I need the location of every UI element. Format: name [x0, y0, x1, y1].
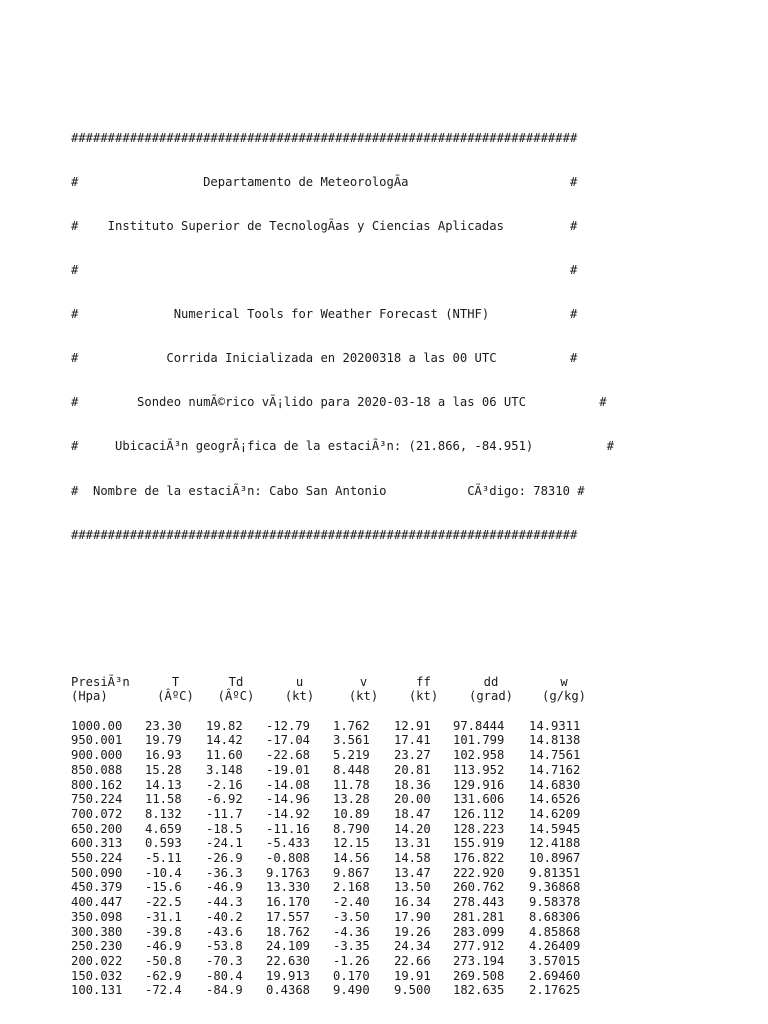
header-block — [71, 101, 614, 571]
table-cell: 13.47 — [394, 865, 431, 880]
table-cell: 17.41 — [394, 733, 431, 748]
table-cell: -3.35 — [333, 939, 370, 954]
table-cell: -10.4 — [145, 865, 182, 880]
table-row — [71, 733, 599, 748]
table-cell: 12.4188 — [529, 836, 581, 851]
table-cell: 15.28 — [145, 762, 182, 777]
sounding-document — [71, 72, 614, 1013]
table-cell: 0.4368 — [266, 983, 311, 998]
table-row — [71, 822, 599, 837]
table-cell: 9.1763 — [266, 865, 311, 880]
table-cell: 20.81 — [394, 762, 431, 777]
table-cell: -18.5 — [206, 821, 243, 836]
table-cell: 278.443 — [453, 895, 505, 910]
header-location: # UbicaciÃ³n geogrÃ¡fica de la estaciÃ³n: (21.866, -84.951) # — [71, 439, 614, 454]
table-cell: -5.433 — [266, 836, 311, 851]
table-cell: -50.8 — [145, 954, 182, 968]
table-cell: 23.30 — [145, 718, 182, 733]
table-row — [71, 719, 599, 734]
table-cell: 129.916 — [453, 777, 505, 792]
table-cell: 11.78 — [333, 777, 370, 792]
table-cell: -84.9 — [206, 983, 243, 998]
table-cell: 131.606 — [453, 792, 505, 807]
table-cell: 126.112 — [453, 806, 505, 821]
table-row — [71, 969, 599, 984]
table-cell: 1.762 — [333, 718, 370, 733]
table-cell: 1000.00 — [71, 718, 123, 733]
table-cell: 9.36868 — [529, 880, 581, 895]
table-cell: -26.9 — [206, 851, 243, 866]
table-row — [71, 807, 599, 822]
column-name: T — [171, 674, 180, 689]
table-cell: 13.28 — [333, 792, 370, 807]
table-row — [71, 895, 599, 910]
table-row — [71, 983, 599, 998]
column-unit: (g/kg) — [541, 689, 587, 704]
table-cell: 128.223 — [453, 821, 505, 836]
table-cell: -14.96 — [266, 792, 311, 807]
table-cell: 800.162 — [71, 777, 123, 792]
table-cell: 0.170 — [333, 968, 370, 983]
table-cell: 182.635 — [453, 983, 505, 998]
table-cell: 14.9311 — [529, 718, 581, 733]
table-cell: 24.34 — [394, 939, 431, 954]
table-row — [71, 866, 599, 881]
table-cell: 14.7561 — [529, 748, 581, 763]
table-cell: 4.26409 — [529, 939, 581, 954]
column-name: v — [359, 674, 368, 689]
table-cell: -11.7 — [206, 806, 243, 821]
column-name: ff — [416, 674, 431, 689]
table-cell: 13.330 — [266, 880, 311, 895]
table-cell: 200.022 — [71, 954, 123, 968]
column-unit: (kt) — [284, 689, 315, 704]
table-cell: 14.42 — [206, 733, 243, 748]
column-unit: (Hpa) — [71, 689, 108, 704]
table-cell: 16.34 — [394, 895, 431, 910]
table-cell: 16.170 — [266, 895, 311, 910]
table-cell: 12.15 — [333, 836, 370, 851]
table-row — [71, 778, 599, 793]
table-cell: -46.9 — [145, 939, 182, 954]
table-row — [71, 792, 599, 807]
table-cell: 273.194 — [453, 954, 505, 968]
sounding-table — [71, 675, 599, 998]
table-cell: -24.1 — [206, 836, 243, 851]
table-cell: 300.380 — [71, 924, 123, 939]
header-station: # Nombre de la estaciÃ³n: Cabo San Antonio CÃ³digo: 78310 # — [71, 483, 585, 498]
table-cell: 222.920 — [453, 865, 505, 880]
table-row — [71, 748, 599, 763]
table-cell: 14.6526 — [529, 792, 581, 807]
table-cell: 22.66 — [394, 954, 431, 968]
column-name: PresiÃ³n — [71, 674, 130, 689]
table-cell: 5.219 — [333, 748, 370, 763]
table-cell: 277.912 — [453, 939, 505, 954]
column-units-row — [71, 689, 599, 704]
table-cell: 176.822 — [453, 851, 505, 866]
table-cell: 14.8138 — [529, 733, 581, 748]
table-cell: 700.072 — [71, 806, 123, 821]
column-name: dd — [483, 674, 499, 689]
table-cell: -72.4 — [145, 983, 182, 998]
table-cell: 22.630 — [266, 954, 311, 968]
table-cell: 18.36 — [394, 777, 431, 792]
column-unit: (kt) — [408, 689, 439, 704]
table-cell: 14.56 — [333, 851, 370, 866]
table-cell: -53.8 — [206, 939, 243, 954]
column-unit: (ÂºC) — [217, 689, 255, 704]
table-cell: -46.9 — [206, 880, 243, 895]
table-cell: -11.16 — [266, 821, 311, 836]
table-cell: 11.60 — [206, 748, 243, 763]
table-cell: 24.109 — [266, 939, 311, 954]
table-cell: 450.379 — [71, 880, 123, 895]
table-cell: -39.8 — [145, 924, 182, 939]
table-cell: 600.313 — [71, 836, 123, 851]
table-cell: 12.91 — [394, 718, 431, 733]
header-run-init: # Corrida Inicializada en 20200318 a las 00 UTC # — [71, 351, 578, 366]
table-cell: -2.40 — [333, 895, 370, 910]
table-cell: -14.08 — [266, 777, 311, 792]
column-names-row — [71, 675, 599, 690]
table-cell: 2.168 — [333, 880, 370, 895]
blank-line — [71, 616, 614, 631]
table-cell: 3.148 — [206, 762, 243, 777]
table-cell: -3.50 — [333, 909, 370, 924]
header-valid-time: # Sondeo numÃ©rico vÃ¡lido para 2020-03-18 a las 06 UTC # — [71, 395, 607, 410]
table-cell: 10.8967 — [529, 851, 581, 866]
table-cell: 101.799 — [453, 733, 505, 748]
table-cell: 400.447 — [71, 895, 123, 910]
table-cell: -1.26 — [333, 954, 370, 968]
table-cell: -22.68 — [266, 748, 311, 763]
table-cell: -12.79 — [266, 718, 311, 733]
table-cell: 283.099 — [453, 924, 505, 939]
table-row — [71, 954, 599, 969]
table-cell: 8.790 — [333, 821, 370, 836]
table-cell: -40.2 — [206, 909, 243, 924]
table-cell: -5.11 — [145, 851, 182, 866]
table-cell: 269.508 — [453, 968, 505, 983]
table-cell: 650.200 — [71, 821, 123, 836]
table-cell: 4.659 — [145, 821, 182, 836]
table-cell: 250.230 — [71, 939, 123, 954]
table-cell: -6.92 — [206, 792, 243, 807]
table-cell: 13.50 — [394, 880, 431, 895]
column-name: w — [560, 674, 568, 689]
table-cell: 19.26 — [394, 924, 431, 939]
header-spacer: # # — [71, 263, 578, 278]
header-border-top: ##################################################################### — [71, 130, 578, 145]
table-cell: 11.58 — [145, 792, 182, 807]
table-cell: -22.5 — [145, 895, 182, 910]
table-cell: -19.01 — [266, 762, 311, 777]
table-cell: 19.913 — [266, 968, 311, 983]
table-cell: 113.952 — [453, 762, 505, 777]
table-row — [71, 939, 599, 954]
table-cell: 18.47 — [394, 806, 431, 821]
header-department: # Departamento de MeteorologÃa # — [71, 174, 578, 189]
table-cell: -36.3 — [206, 865, 243, 880]
table-cell: 100.131 — [71, 983, 123, 998]
table-row — [71, 880, 599, 895]
table-cell: 97.8444 — [453, 718, 505, 733]
table-row — [71, 836, 599, 851]
table-cell: 19.91 — [394, 968, 431, 983]
table-cell: -15.6 — [145, 880, 182, 895]
table-cell: 19.82 — [206, 718, 243, 733]
table-cell: 2.17625 — [529, 983, 581, 998]
table-cell: 9.81351 — [529, 865, 581, 880]
table-cell: 14.6209 — [529, 806, 581, 821]
table-cell: 14.7162 — [529, 762, 581, 777]
column-name: u — [295, 674, 304, 689]
table-cell: 16.93 — [145, 748, 182, 763]
column-unit: (kt) — [348, 689, 379, 704]
table-cell: 8.68306 — [529, 909, 581, 924]
table-cell: 750.224 — [71, 792, 123, 807]
table-cell: -62.9 — [145, 968, 182, 983]
table-cell: 500.090 — [71, 865, 123, 880]
table-cell: 9.490 — [333, 983, 370, 998]
table-cell: -80.4 — [206, 968, 243, 983]
table-cell: 900.000 — [71, 748, 123, 763]
table-cell: 8.448 — [333, 762, 370, 777]
column-unit: (grad) — [468, 689, 514, 704]
column-name: Td — [228, 674, 244, 689]
table-cell: 10.89 — [333, 806, 370, 821]
table-cell: 260.762 — [453, 880, 505, 895]
table-row — [71, 851, 599, 866]
table-cell: 14.20 — [394, 821, 431, 836]
table-cell: -17.04 — [266, 733, 311, 748]
table-cell: 23.27 — [394, 748, 431, 763]
table-cell: -43.6 — [206, 924, 243, 939]
table-cell: 20.00 — [394, 792, 431, 807]
spacer-row — [71, 704, 599, 719]
table-cell: 17.557 — [266, 909, 311, 924]
table-cell: 2.69460 — [529, 968, 581, 983]
table-cell: 17.90 — [394, 909, 431, 924]
table-cell: 8.132 — [145, 806, 182, 821]
table-cell: 13.31 — [394, 836, 431, 851]
table-cell: -4.36 — [333, 924, 370, 939]
table-cell: 0.593 — [145, 836, 182, 851]
table-cell: 950.001 — [71, 733, 123, 748]
table-cell: 3.57015 — [529, 954, 581, 968]
table-cell: 550.224 — [71, 851, 123, 866]
table-cell: -14.92 — [266, 806, 311, 821]
header-tool-name: # Numerical Tools for Weather Forecast (NTHF) # — [71, 307, 578, 322]
table-cell: 155.919 — [453, 836, 505, 851]
table-cell: 9.58378 — [529, 895, 581, 910]
column-unit: (ÂºC) — [157, 689, 194, 704]
table-cell: 19.79 — [145, 733, 182, 748]
table-cell: -70.3 — [206, 954, 243, 968]
table-row — [71, 925, 599, 940]
table-cell: 14.13 — [145, 777, 182, 792]
table-cell: 9.867 — [333, 865, 370, 880]
table-cell: 14.58 — [394, 851, 431, 866]
table-cell: -44.3 — [206, 895, 243, 910]
table-cell: 3.561 — [333, 733, 370, 748]
table-cell: 14.5945 — [529, 821, 581, 836]
table-cell: 281.281 — [453, 909, 505, 924]
table-cell: -31.1 — [145, 909, 182, 924]
table-cell: 850.088 — [71, 762, 123, 777]
table-cell: 4.85868 — [529, 924, 581, 939]
table-cell: -2.16 — [206, 777, 243, 792]
table-cell: 350.098 — [71, 909, 123, 924]
table-row — [71, 763, 599, 778]
table-cell: 9.500 — [394, 983, 431, 998]
table-cell: 18.762 — [266, 924, 311, 939]
table-cell: 14.6830 — [529, 777, 581, 792]
table-cell: 150.032 — [71, 968, 123, 983]
header-border-bottom: ##################################################################### — [71, 527, 578, 542]
header-institute: # Instituto Superior de TecnologÃas y Ciencias Aplicadas # — [71, 219, 578, 233]
table-cell: -0.808 — [266, 851, 311, 866]
table-row — [71, 910, 599, 925]
table-cell: 102.958 — [453, 748, 505, 763]
